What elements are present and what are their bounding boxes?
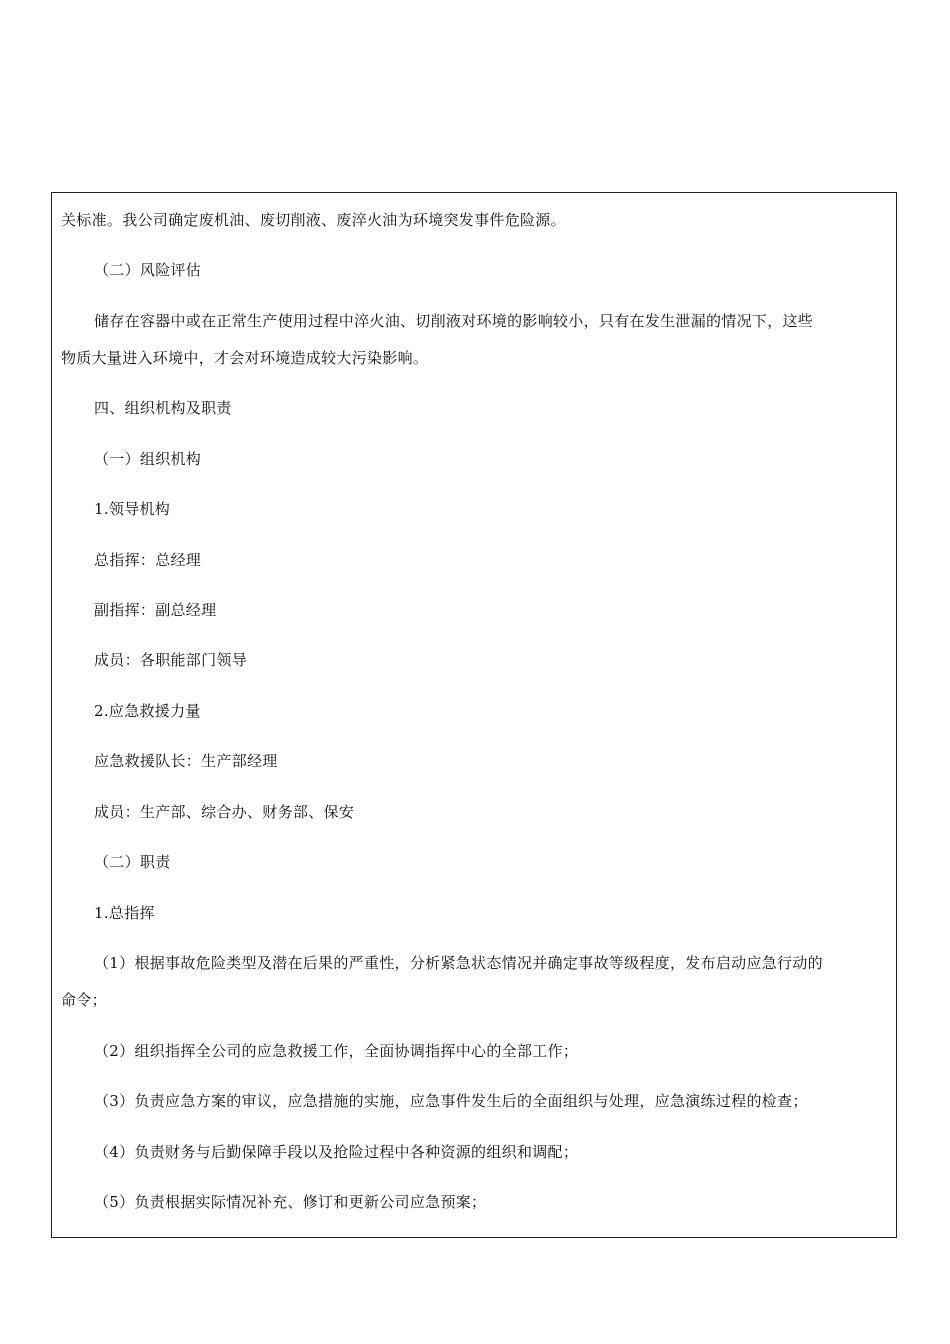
subsection-heading: 2.应急救援力量 (94, 702, 201, 720)
subsection-heading: 1.领导机构 (94, 500, 171, 518)
text-line: （1）根据事故危险类型及潜在后果的严重性，分析紧急状态情况并确定事故等级程度，发布启动应急行动的 (94, 954, 823, 972)
text-line: 副指挥：副总经理 (94, 601, 217, 619)
text-line: （3）负责应急方案的审议，应急措施的实施，应急事件发生后的全面组织与处理，应急演练过程的检查； (94, 1092, 808, 1110)
text-line: 物质大量进入环境中，才会对环境造成较大污染影响。 (61, 349, 429, 367)
text-line: （2）组织指挥全公司的应急救援工作，全面协调指挥中心的全部工作； (94, 1042, 579, 1060)
section-heading: （一）组织机构 (94, 450, 202, 468)
text-line: 总指挥：总经理 (94, 551, 202, 569)
text-line: 成员：生产部、综合办、财务部、保安 (94, 803, 355, 821)
section-heading: （二）职责 (94, 853, 171, 871)
text-line: 储存在容器中或在正常生产使用过程中淬火油、切削液对环境的影响较小，只有在发生泄漏的情况下，这些 (94, 312, 814, 330)
text-line: 关标准。我公司确定废机油、废切削液、废淬火油为环境突发事件危险源。 (61, 211, 566, 229)
text-line: 命令； (61, 991, 107, 1009)
section-heading: 四、组织机构及职责 (94, 399, 232, 417)
text-line: 应急救援队长：生产部经理 (94, 752, 278, 770)
subsection-heading: 1.总指挥 (94, 904, 155, 922)
text-line: （4）负责财务与后勤保障手段以及抢险过程中各种资源的组织和调配； (94, 1143, 579, 1161)
text-line: 成员：各职能部门领导 (94, 651, 248, 669)
text-line: （5）负责根据实际情况补充、修订和更新公司应急预案； (94, 1193, 487, 1211)
section-heading: （二）风险评估 (94, 261, 202, 279)
